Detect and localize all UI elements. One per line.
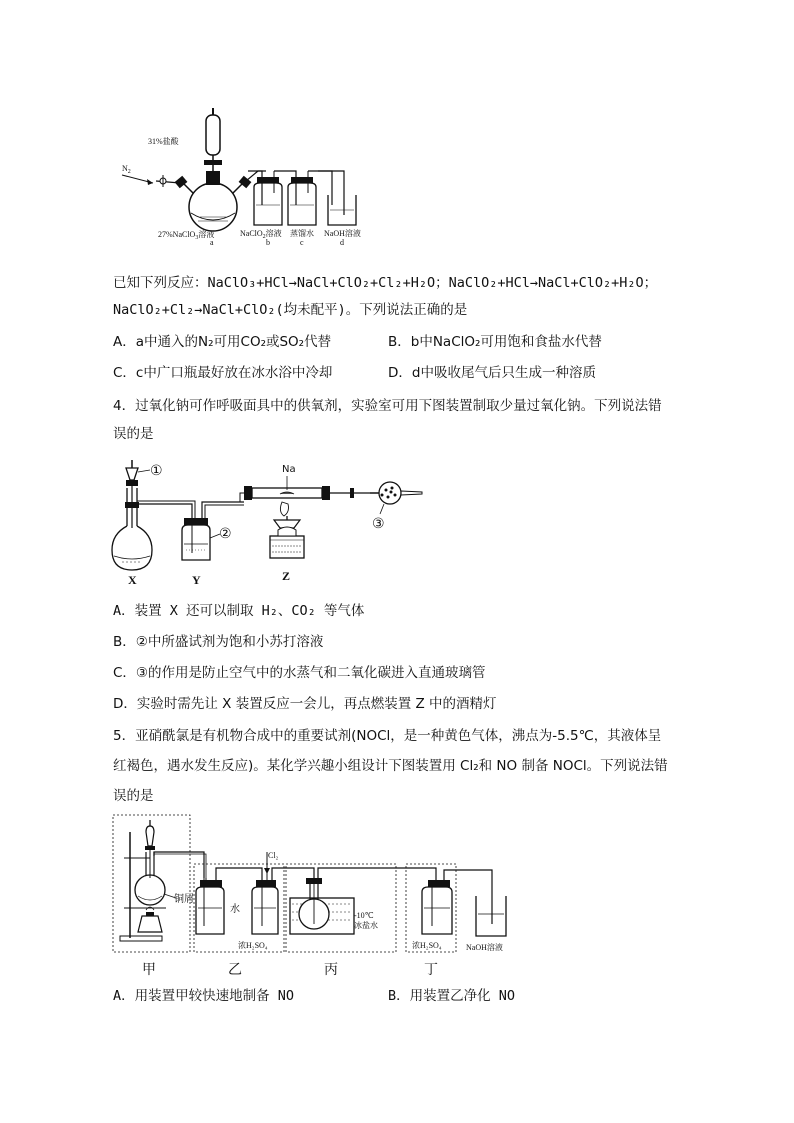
h2so4-label: 浓H₂SO₄ [238,941,268,950]
q5-stem-line1: 5．亚硝酰氯是有机物合成中的重要试剂(NOCl，是一种黄色气体，沸点为-5.5℃，其液体呈 [113,728,662,744]
figure-clo2-bottles [240,165,378,247]
figure-na2o2-apparatus [112,458,432,586]
q3-known-line1: 已知下列反应：NaClO₃+HCl→NaCl+ClO₂+Cl₂+H₂O；NaClO₂+HCl→NaCl+ClO₂+H₂O； [113,275,658,291]
b-label: NaClO$_2$溶液 [240,229,282,240]
q5-option-a: A．用装置甲较快速地制备 NO [113,988,295,1004]
flask-label: 27%NaClO$_3$溶液 [158,230,215,241]
flask-letter: a [210,238,214,247]
q5-stem-line2: 红褐色，遇水发生反应)。某化学兴趣小组设计下图装置用 Cl₂和 NO 制备 NOCl。下列说法错 [113,758,668,774]
label-yi: 乙 [228,962,242,978]
label-x: X [128,573,137,587]
n2-label: $N_2$ [122,164,131,175]
q3-option-d: D．d中吸收尾气后只生成一种溶质 [388,365,596,381]
label-z: Z [282,569,291,583]
d-letter: d [340,238,344,247]
label-ding: 丁 [424,962,438,978]
label-y: Y [192,573,201,587]
water-label: 水 [230,904,240,915]
hcl-label: 31%盐酸 [148,137,179,146]
figure-nocl-apparatus [110,812,530,984]
cl2-label: Cl₂ [268,851,279,860]
temp-label: -10℃ [354,911,374,920]
na2o2-apparatus-diagram [112,458,432,586]
q4-option-c: C．③的作用是防止空气中的水蒸气和二氧化碳进入直通玻璃管 [113,665,486,681]
q4-stem-line2: 误的是 [113,426,154,442]
nocl-apparatus-diagram [110,812,530,984]
ice-label: 冰盐水 [354,921,378,930]
naoh-label: NaOH溶液 [466,943,503,952]
d-label: NaOH溶液 [324,229,361,238]
label-1: ① [150,463,163,479]
label-2: ② [219,526,232,542]
b-letter: b [266,238,270,247]
cu-label: 铜屑 [174,894,194,905]
label-bing: 丙 [324,962,338,978]
q3-option-a: A．a中通入的N₂可用CO₂或SO₂代替 [113,334,332,350]
q3-known-line2: NaClO₂+Cl₂→NaCl+ClO₂(均未配平)。下列说法正确的是 [113,302,468,318]
label-na: Na [282,464,296,475]
c-label: 蒸馏水 [290,229,314,238]
h2so4-label-2: 浓H₂SO₄ [412,941,442,950]
q5-stem-line3: 误的是 [113,788,154,804]
q5-option-b: B．用装置乙净化 NO [388,988,516,1004]
q3-option-b: B．b中NaClO₂可用饱和食盐水代替 [388,334,602,350]
q4-option-b: B．②中所盛试剂为饱和小苏打溶液 [113,634,324,650]
label-3: ③ [372,516,385,532]
clo2-bottles-diagram [240,165,378,247]
q3-option-c: C．c中广口瓶最好放在冰水浴中冷却 [113,365,333,381]
q4-option-d: D．实验时需先让 X 装置反应一会儿，再点燃装置 Z 中的酒精灯 [113,696,497,712]
c-letter: c [300,238,304,247]
label-jia: 甲 [142,962,156,978]
q4-option-a: A．装置 X 还可以制取 H₂、CO₂ 等气体 [113,603,365,619]
q4-stem-line1: 4．过氧化钠可作呼吸面具中的供氧剂，实验室可用下图装置制取少量过氧化钠。下列说法错 [113,398,662,414]
